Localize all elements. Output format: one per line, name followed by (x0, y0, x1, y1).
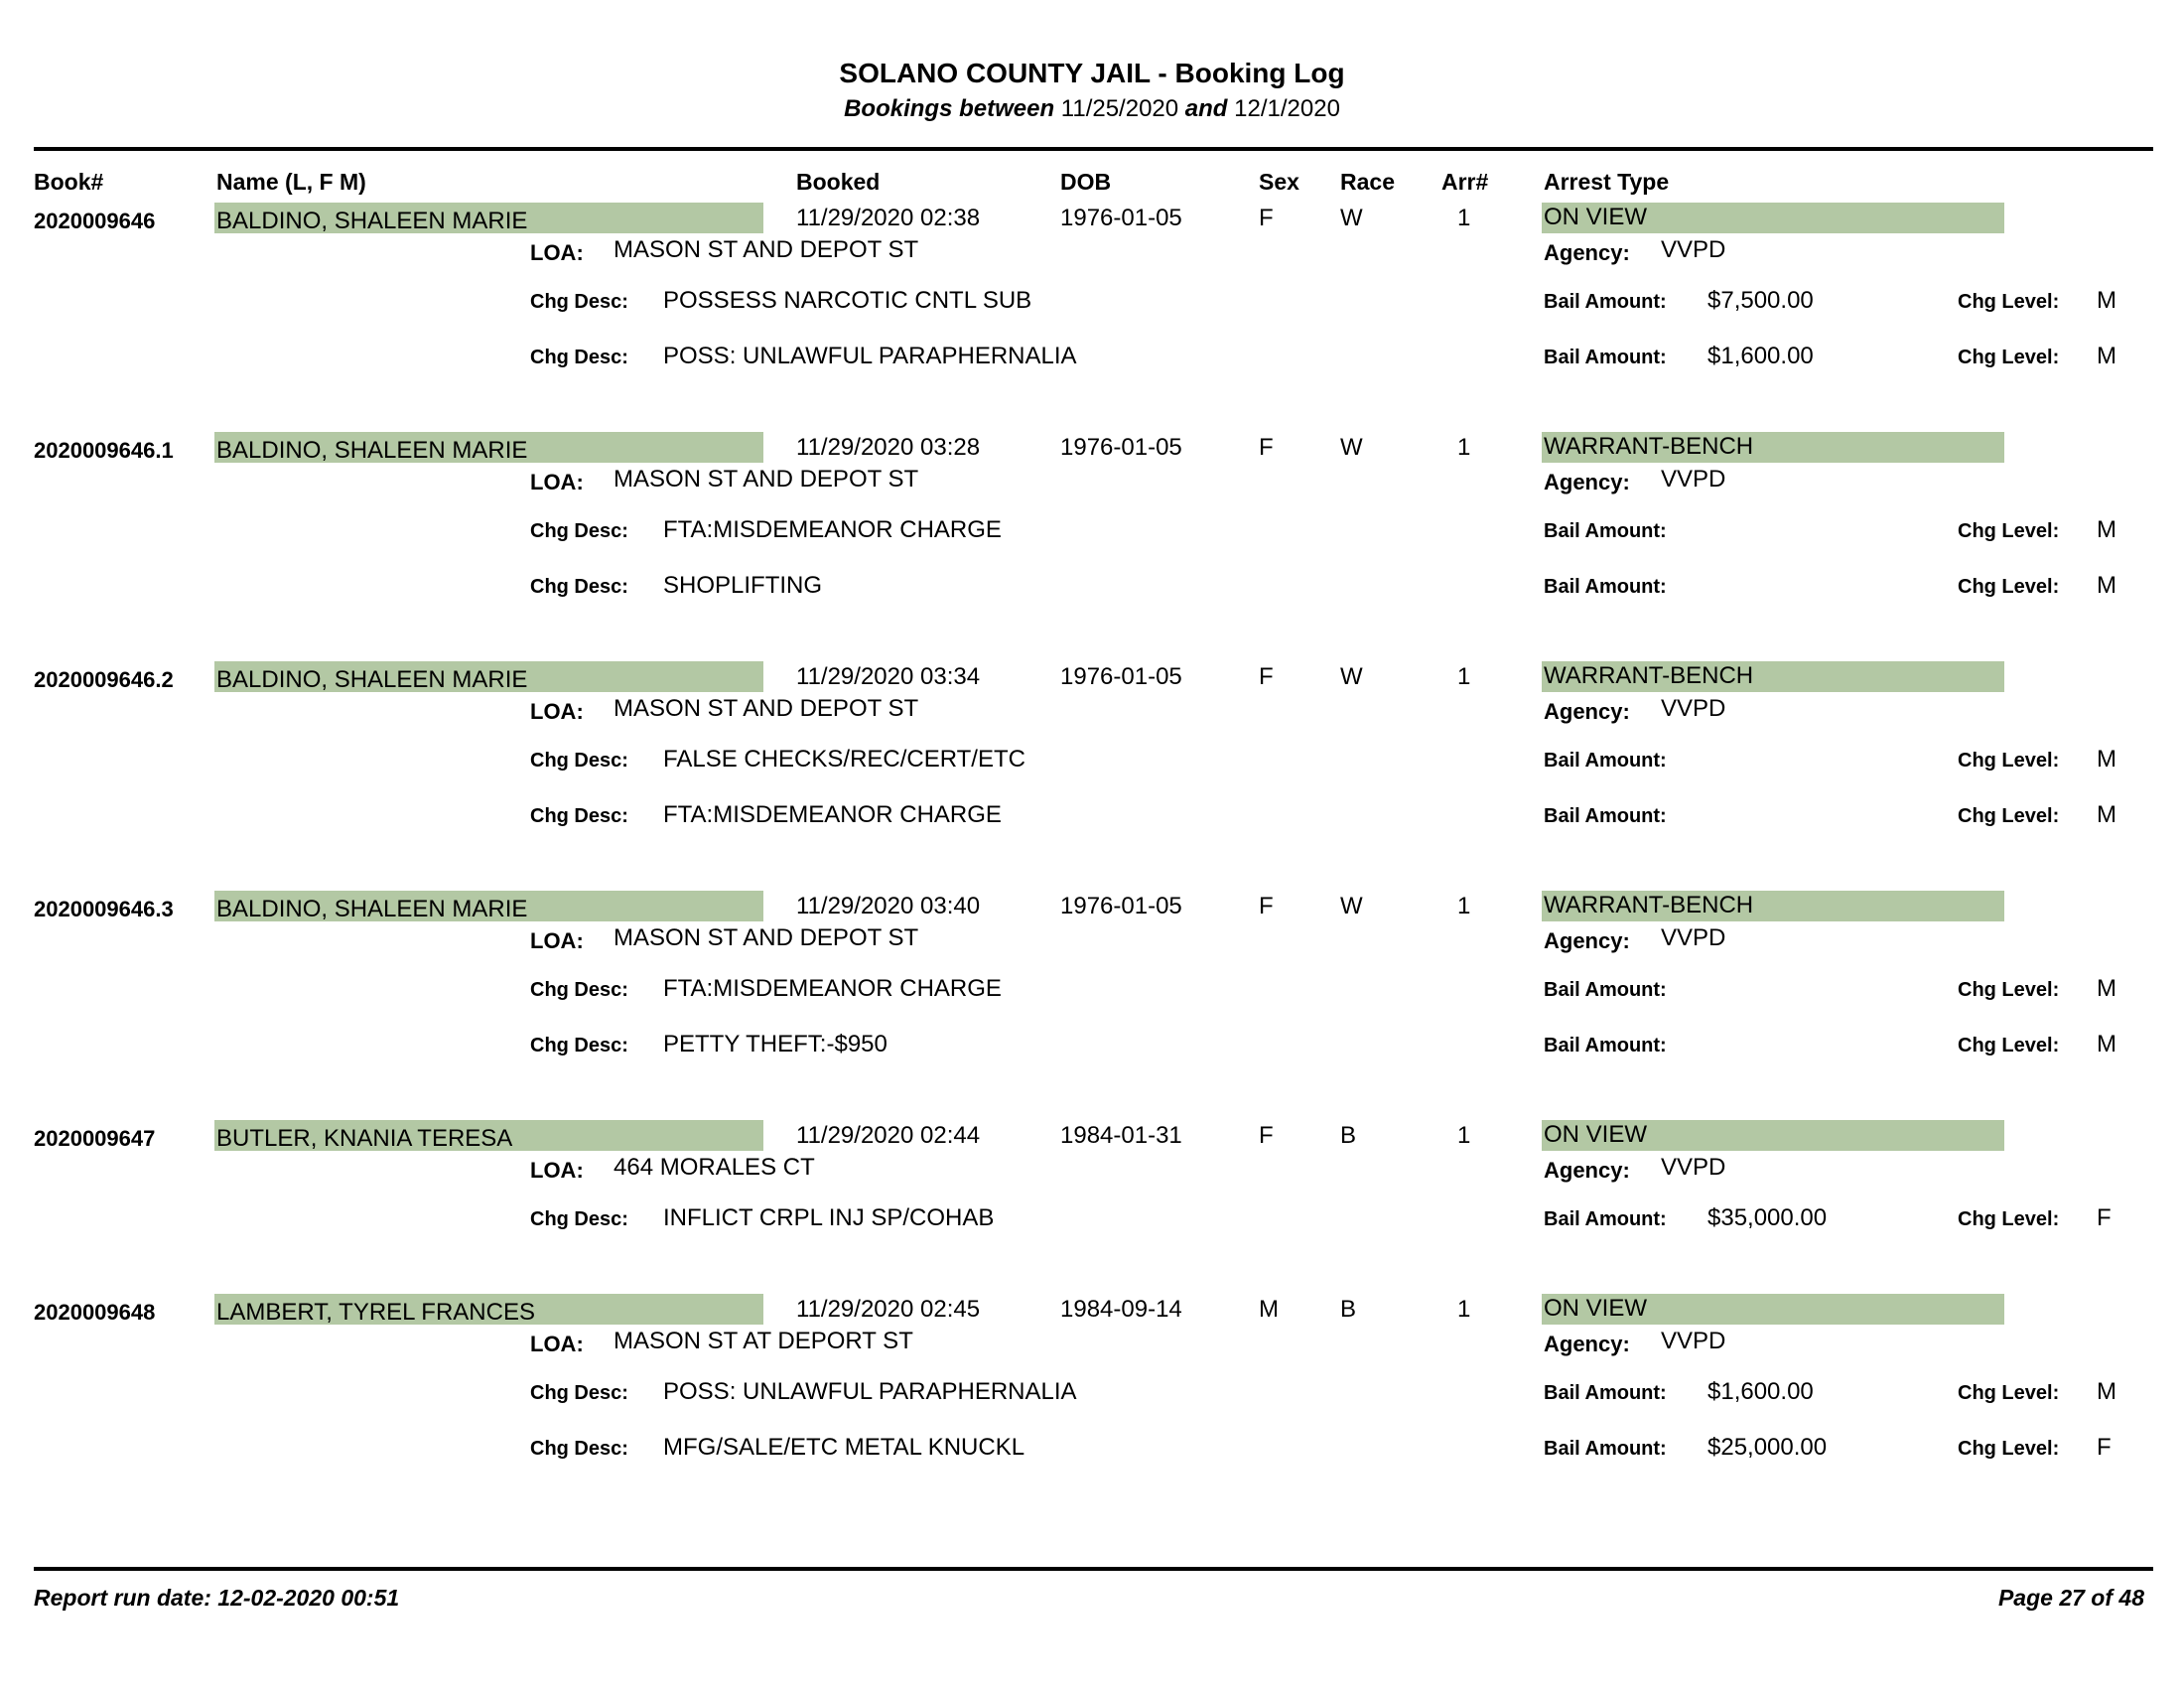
arrest-type: WARRANT-BENCH (1544, 892, 1754, 918)
charge-level-label: Chg Level: (1958, 1208, 2060, 1230)
loa-value: MASON ST AND DEPOT ST (614, 236, 919, 263)
agency-label: Agency: (1544, 699, 1630, 724)
charge-level-label: Chg Level: (1958, 347, 2060, 368)
agency-value: VVPD (1661, 924, 1726, 951)
inmate-name: BALDINO, SHALEEN MARIE (216, 666, 528, 693)
charge-desc-label: Chg Desc: (530, 291, 628, 313)
col-booked: Booked (796, 169, 881, 195)
date-of-birth: 1984-01-31 (1060, 1122, 1182, 1149)
loa-label: LOA: (530, 240, 584, 265)
charge-level: M (2097, 1031, 2116, 1057)
booked-datetime: 11/29/2020 03:34 (796, 663, 981, 690)
loa-label: LOA: (530, 699, 584, 724)
bottom-divider (34, 1567, 2153, 1571)
arrest-type: WARRANT-BENCH (1544, 433, 1754, 460)
book-number: 2020009646.2 (34, 667, 174, 692)
book-number: 2020009646 (34, 209, 156, 233)
charge-level-label: Chg Level: (1958, 520, 2060, 542)
col-sex: Sex (1259, 169, 1299, 195)
charge-level: M (2097, 516, 2116, 543)
bail-amount-label: Bail Amount: (1544, 1035, 1667, 1056)
charge-desc-label: Chg Desc: (530, 805, 628, 827)
bail-amount-label: Bail Amount: (1544, 805, 1667, 827)
charge-description: POSSESS NARCOTIC CNTL SUB (663, 287, 1032, 314)
charge-desc-label: Chg Desc: (530, 520, 628, 542)
race-value: B (1340, 1122, 1357, 1149)
booked-datetime: 11/29/2020 02:45 (796, 1296, 981, 1323)
charge-level: F (2097, 1204, 2112, 1231)
charge-desc-label: Chg Desc: (530, 1208, 628, 1230)
bail-amount-label: Bail Amount: (1544, 576, 1667, 598)
charge-desc-label: Chg Desc: (530, 576, 628, 598)
date-of-birth: 1984-09-14 (1060, 1296, 1182, 1323)
charge-level: M (2097, 343, 2116, 369)
charge-description: FTA:MISDEMEANOR CHARGE (663, 516, 1002, 543)
sex-value: M (1259, 1296, 1279, 1323)
race-value: W (1340, 663, 1363, 690)
arrest-number: 1 (1457, 205, 1471, 231)
charge-level: M (2097, 572, 2116, 599)
booking-record (0, 1120, 2184, 1231)
booking-record (0, 891, 2184, 1057)
booked-datetime: 11/29/2020 03:28 (796, 434, 981, 461)
arrest-type: ON VIEW (1544, 1295, 1648, 1322)
charge-description: INFLICT CRPL INJ SP/COHAB (663, 1204, 995, 1231)
booking-record (0, 203, 2184, 369)
loa-value: MASON ST AND DEPOT ST (614, 466, 919, 492)
charge-description: FTA:MISDEMEANOR CHARGE (663, 975, 1002, 1002)
loa-label: LOA: (530, 1332, 584, 1356)
agency-value: VVPD (1661, 695, 1726, 722)
arrest-number: 1 (1457, 1296, 1471, 1323)
charge-description: PETTY THEFT:-$950 (663, 1031, 887, 1057)
col-book: Book# (34, 169, 104, 195)
date-of-birth: 1976-01-05 (1060, 893, 1182, 919)
charge-level: F (2097, 1434, 2112, 1461)
subtitle-prefix: Bookings between (844, 95, 1055, 122)
charge-level: M (2097, 975, 2116, 1002)
report-run-date: Report run date: 12-02-2020 00:51 (34, 1585, 400, 1611)
charge-level-label: Chg Level: (1958, 291, 2060, 313)
sex-value: F (1259, 434, 1274, 461)
inmate-name: LAMBERT, TYREL FRANCES (216, 1299, 535, 1326)
bail-amount: $1,600.00 (1707, 343, 1814, 369)
loa-value: MASON ST AT DEPORT ST (614, 1328, 913, 1354)
arrest-type: ON VIEW (1544, 1121, 1648, 1148)
inmate-name: BALDINO, SHALEEN MARIE (216, 896, 528, 922)
bail-amount-label: Bail Amount: (1544, 979, 1667, 1001)
agency-label: Agency: (1544, 928, 1630, 953)
col-name: Name (L, F M) (216, 169, 366, 195)
report-title: SOLANO COUNTY JAIL - Booking Log (839, 58, 1345, 88)
arrest-type: ON VIEW (1544, 204, 1648, 230)
charge-description: POSS: UNLAWFUL PARAPHERNALIA (663, 343, 1077, 369)
sex-value: F (1259, 205, 1274, 231)
page-number: Page 27 of 48 (1997, 1585, 2144, 1611)
agency-value: VVPD (1661, 236, 1726, 263)
bail-amount: $25,000.00 (1707, 1434, 1828, 1461)
charge-level: M (2097, 287, 2116, 314)
charge-desc-label: Chg Desc: (530, 1035, 628, 1056)
subtitle-and: and (1184, 95, 1228, 122)
report-subtitle (0, 95, 2184, 123)
col-dob: DOB (1060, 169, 1112, 195)
agency-label: Agency: (1544, 1158, 1630, 1183)
charge-desc-label: Chg Desc: (530, 347, 628, 368)
bail-amount-label: Bail Amount: (1544, 750, 1667, 772)
sex-value: F (1259, 893, 1274, 919)
loa-label: LOA: (530, 470, 584, 494)
loa-value: MASON ST AND DEPOT ST (614, 695, 919, 722)
agency-label: Agency: (1544, 470, 1630, 494)
book-number: 2020009646.1 (34, 438, 174, 463)
bail-amount: $35,000.00 (1707, 1204, 1828, 1231)
charge-description: FTA:MISDEMEANOR CHARGE (663, 801, 1002, 828)
agency-label: Agency: (1544, 240, 1630, 265)
bail-amount: $1,600.00 (1707, 1378, 1814, 1405)
col-arr: Arr# (1441, 169, 1489, 195)
booked-datetime: 11/29/2020 02:38 (796, 205, 981, 231)
charge-level: M (2097, 801, 2116, 828)
agency-value: VVPD (1661, 466, 1726, 492)
bail-amount: $7,500.00 (1707, 287, 1814, 314)
date-of-birth: 1976-01-05 (1060, 205, 1182, 231)
race-value: W (1340, 434, 1363, 461)
booked-datetime: 11/29/2020 02:44 (796, 1122, 981, 1149)
inmate-name: BALDINO, SHALEEN MARIE (216, 437, 528, 464)
arrest-number: 1 (1457, 893, 1471, 919)
race-value: B (1340, 1296, 1357, 1323)
date-from: 11/25/2020 (1060, 95, 1179, 122)
inmate-name: BALDINO, SHALEEN MARIE (216, 208, 528, 234)
book-number: 2020009648 (34, 1300, 156, 1325)
booking-record (0, 1294, 2184, 1461)
inmate-name: BUTLER, KNANIA TERESA (216, 1125, 513, 1152)
charge-desc-label: Chg Desc: (530, 1382, 628, 1404)
bail-amount-label: Bail Amount: (1544, 1438, 1667, 1460)
col-race: Race (1340, 169, 1395, 195)
arrest-number: 1 (1457, 663, 1471, 690)
charge-desc-label: Chg Desc: (530, 979, 628, 1001)
booking-record (0, 432, 2184, 599)
sex-value: F (1259, 663, 1274, 690)
book-number: 2020009646.3 (34, 897, 174, 921)
date-of-birth: 1976-01-05 (1060, 434, 1182, 461)
charge-level-label: Chg Level: (1958, 576, 2060, 598)
race-value: W (1340, 893, 1363, 919)
agency-value: VVPD (1661, 1328, 1726, 1354)
date-to: 12/1/2020 (1234, 95, 1340, 122)
charge-desc-label: Chg Desc: (530, 750, 628, 772)
col-arrest-type: Arrest Type (1544, 169, 1670, 195)
loa-label: LOA: (530, 1158, 584, 1183)
loa-label: LOA: (530, 928, 584, 953)
charge-level-label: Chg Level: (1958, 750, 2060, 772)
book-number: 2020009647 (34, 1126, 156, 1151)
charge-description: MFG/SALE/ETC METAL KNUCKL (663, 1434, 1025, 1461)
charge-description: SHOPLIFTING (663, 572, 823, 599)
loa-value: MASON ST AND DEPOT ST (614, 924, 919, 951)
arrest-number: 1 (1457, 1122, 1471, 1149)
race-value: W (1340, 205, 1363, 231)
charge-level-label: Chg Level: (1958, 1438, 2060, 1460)
sex-value: F (1259, 1122, 1274, 1149)
charge-level: M (2097, 1378, 2116, 1405)
charge-level: M (2097, 746, 2116, 773)
charge-description: FALSE CHECKS/REC/CERT/ETC (663, 746, 1025, 773)
bail-amount-label: Bail Amount: (1544, 347, 1667, 368)
top-divider (34, 147, 2153, 151)
date-of-birth: 1976-01-05 (1060, 663, 1182, 690)
bail-amount-label: Bail Amount: (1544, 291, 1667, 313)
loa-value: 464 MORALES CT (614, 1154, 815, 1181)
charge-description: POSS: UNLAWFUL PARAPHERNALIA (663, 1378, 1077, 1405)
booking-record (0, 661, 2184, 828)
charge-level-label: Chg Level: (1958, 1035, 2060, 1056)
charge-level-label: Chg Level: (1958, 1382, 2060, 1404)
charge-level-label: Chg Level: (1958, 979, 2060, 1001)
bail-amount-label: Bail Amount: (1544, 1382, 1667, 1404)
arrest-number: 1 (1457, 434, 1471, 461)
agency-label: Agency: (1544, 1332, 1630, 1356)
charge-desc-label: Chg Desc: (530, 1438, 628, 1460)
charge-level-label: Chg Level: (1958, 805, 2060, 827)
agency-value: VVPD (1661, 1154, 1726, 1181)
booked-datetime: 11/29/2020 03:40 (796, 893, 981, 919)
bail-amount-label: Bail Amount: (1544, 520, 1667, 542)
arrest-type: WARRANT-BENCH (1544, 662, 1754, 689)
bail-amount-label: Bail Amount: (1544, 1208, 1667, 1230)
